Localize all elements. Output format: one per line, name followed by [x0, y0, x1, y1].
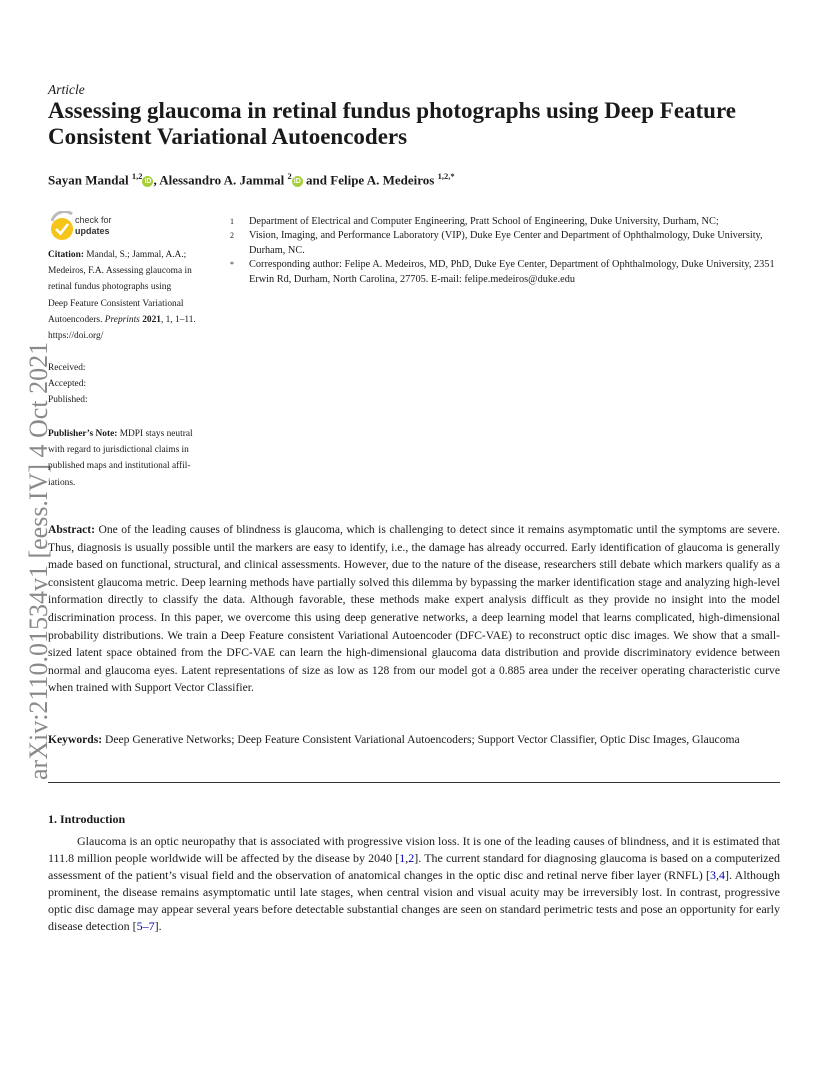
arxiv-stamp: arXiv:2110.01534v1 [eess.IV] 4 Oct 2021 — [24, 341, 53, 780]
author-affil-sup: 1,2 — [131, 171, 143, 181]
publisher-note: Publisher’s Note: MDPI stays neutral with regard to jurisdictional claims in published maps and institutional affil- iations. — [48, 429, 193, 488]
abstract-text: One of the leading causes of blindness is glaucoma, which is challenging to detect since it remains asymptomatic until the symptoms are severe. Thus, diagnosis is usually possible until the markers are easy to identify, i.e., the damage has already occurred. Early identification of glaucoma is generally made based on functional, structural, and clinical assessments. However, due to the nature of the disease, researchers still debate which markers qualify as a consistent glaucoma metric. Deep learning methods have partially solved this dilemma by bypassing the marker identification stage and analyzing high-level information directly to classify the data. Although favorable, these methods make expert analysis difficult as they provide no insight into the model discrimination process. In this paper, we overcome this using deep generative networks, a deep learning model that learns complicated, high-dimensional probability distributions. We train a Deep Feature consistent Variational Autoencoder (DFC-VAE) to reconstruct optic disc images. We show that a small-sized latent space obtained from the DFC-VAE can learn the high-dimensional glaucoma data distribution and provide discriminatory evidence between normal and glaucoma eyes. Latent representations of size as low as 128 from our model got a 0.885 area under the receiver operating characteristic curve when trained with Support Vector Classifier. — [48, 523, 780, 695]
citation-link[interactable]: 5–7 — [136, 919, 155, 933]
keywords-label: Keywords: — [48, 733, 103, 746]
abstract-label: Abstract: — [48, 523, 96, 536]
citation-link[interactable]: 4 — [719, 868, 726, 882]
received-label: Received: — [48, 363, 86, 373]
check-updates-text[interactable]: check for updates — [75, 215, 112, 236]
section-heading: 1. Introduction — [48, 812, 126, 826]
paper-title: Assessing glaucoma in retinal fundus photographs using Deep Feature Consistent Variational Autoencoders — [48, 98, 736, 149]
author-name: Sayan Mandal — [48, 172, 129, 188]
accepted-label: Accepted: — [48, 379, 86, 390]
badge-circle — [51, 218, 73, 240]
author-list — [48, 171, 455, 188]
check-updates-badge[interactable] — [48, 211, 198, 243]
abstract — [48, 521, 780, 697]
citation-block: Citation: Mandal, S.; Jammal, A.A.; Medeiros, F.A. Assessing glaucoma in retinal fundus photographs using Deep Feature Consistent Variational Autoencoders. Preprints 2021, 1, 1–11. https://doi.org/ — [48, 247, 216, 344]
dates-block — [48, 360, 216, 409]
citation-link[interactable]: 1 — [399, 851, 406, 865]
author-affil-sup: 2 — [287, 171, 292, 181]
orcid-icon[interactable]: iD — [293, 178, 301, 186]
affiliation-1: 1 Department of Electrical and Computer Engineering, Pratt School of Engineering, Duke University, Durham, NC; — [230, 216, 719, 227]
doi-link[interactable]: https://doi.org/ — [48, 331, 104, 342]
article-type: Article — [48, 82, 85, 97]
keywords-text: Deep Generative Networks; Deep Feature Consistent Variational Autoencoders; Support Vector Classifier, Optic Disc Images, Glaucoma — [102, 733, 740, 746]
keywords — [48, 731, 780, 749]
citation-link[interactable]: 3 — [710, 868, 717, 882]
author-name: and Felipe A. Medeiros — [302, 172, 435, 188]
citation-link[interactable]: 2 — [408, 851, 415, 865]
author-name: , Alessandro A. Jammal — [153, 172, 285, 188]
published-label: Published: — [48, 395, 88, 406]
author-affil-sup: 1,2,* — [437, 171, 455, 181]
orcid-icon[interactable]: iD — [144, 178, 152, 186]
affiliation-2: 2 Vision, Imaging, and Performance Laboratory (VIP), Duke Eye Center and Department of Ophthalmology, Duke University, Durham, NC. — [230, 230, 763, 256]
divider — [48, 782, 780, 783]
corresponding-author: * Corresponding author: Felipe A. Medeiros, MD, PhD, Duke Eye Center, Department of Ophthalmology, Duke University, 2351 Erwin Rd, Durham, North Carolina, 27705. E-mail: felipe.medeiros@duke.edu — [230, 259, 775, 285]
intro-paragraph: Glaucoma is an optic neuropathy that is associated with progressive vision loss. It is one of the leading causes of blindness, and it is estimated that 111.8 million people worldwide will be affected by the disease by 2040 [1,2]. The current standard for diagnosing glaucoma is based on a computerized assessment of the patient’s visual field and the observation of anatomical changes in the optic disc and retinal nerve fiber layer (RNFL) [3,4]. Although prominent, the disease remains asymptomatic until late stages, when central vision and visual acuity may be irreversibly lost. In contrast, progressive optic disc damage may appear several years before detectable substantial changes are seen on standard perimetric tests and pose an opportunity for early disease detection [5–7]. — [48, 834, 780, 933]
